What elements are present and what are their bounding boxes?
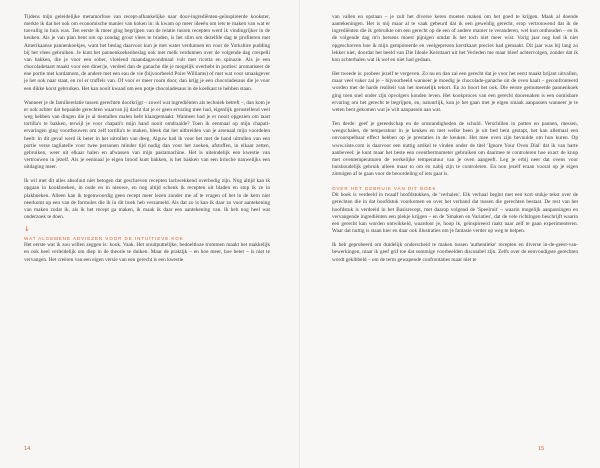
body-paragraph: Tijdens mijn geleidelijke metamorfose van recept-afhankelijke naar door-ingrediënten-geïnspireerde kookster, merkte ik dat het ook om economische manier van koken in: ik kwam op meer ideeën om iets te maken van wat er toevallig in huis was. Ten eerste ik meer ging begrijpen van de relatie tussen recepten werd ik vindingrijker in de keuken. Als je van plan bent om op zondag groot vlees te braden, is het slim om dezelfde dag te profiteren met Amerikaanse pannenkoekjes, want het beslag daarvoor kun je met water verdunnen en voor de Yorkshire pudding bij het vlees gebruiken. Je kunt het pannenkoekenbeslag ook met melk verdunnen over de volgende dag crespelli van bakken, die je voor een sober, vloeiend maandagavondmaal vult met ricotta en spinazie. Als je een chocoladetaart maakt voor een diner/je, verdeel dan de ganache die je mogelijk overhebt in porties: aromatiseer de ene portie met kardamom, de andere met een eau de vie (bijvoorbeeld Poire Williams) of met wat voor smaakgever je het ook naar staat, en rol er truffels van. Of voor er meer room door, dan krijg je een chocoladesaus die je voor een dikke korst gebruiken. Het kan nooit kwaad om een potje chocoladesaus in de koelkast te hebben staan. [24, 14, 270, 92]
right-page [300, 0, 600, 468]
body-paragraph: Wanneer je de familierelatie tussen gerechten doorkrijgt – zowel wat ingrediënten als techniek betreft –, dan kom je er ook achter dat bepaalde gerechten waarvan jij dacht dat je er geen ervaring mee had, eigenlijk gerustellend veel weg hebben van dingen die je al tientallen malen hebt klaargemaakt. Wanneer had je er nooit opgezien om taart tortilla's te bakken, terwijl je voor chapati's mijn hand nooit omdraaide? Toen ik eenmaal op mijn chapati-ervaringen ging voortbouwen om zelf tortilla's te maken, bleek dat het uitbreiden van je arsenaal mijn voordelen heelt: in dit geval werd ik beter in het uitrollen van deeg. Alguw had ik voor het met de hand uitrollen van een portie verse tagliatelle voor twee personen minder tijd nodig dan voor het zoeken, afstoffen, in elkaar zetten, gebruiken, weer uit elkaar halen en afwassen van mijn pastamachine. Het is uiteindelijk een kwestie van vertrouwen in jezelf. Als je eenmaal je eigen brood kunt bakken, is het bakken van een brioche nauwelijks een uitdaging meer. [24, 99, 270, 171]
body-paragraph: Ten derde: geef je gereedschap en de omstandigheden de schuld. Verschillen in potten en pannen, messen, weegschalen, de temperatuur in je keuken en met welke been je uit bed bent gestapt, het kan allemaal een onvoorspelbaar effect hebben op je prestaties in de keuken. Het mee oven zijn bevuulde om hun kuren. Op www.siste.com is daarvoor een nuttig artikel te vinden onder de titel 'Ignore Your Oven Dial' dat ik van harte aanbeveel: je kunt maar het beste een oventhermometer gebruiken om daarmee te controleren hoe exact de knop met oventemperaturen de werkelijke temperatuur van je oven aangeeft. Leg je erbij neer dat ovens voor huishoudelijk gebruik alleen maar to om en nabij zijn te controleren. En non jezelf eraan vooral op je eigen zintuigen af te gaan voor de beoordeling of iets gaar is. [332, 121, 578, 178]
right-page-column [332, 14, 578, 264]
body-paragraph: Ik heb geprobeerd om duidelijk onderscheid te maken tussen 'authentieke' recepten en diverse in-de-geest-van-bewerkingen, maar ik geef grif toe dat sommige voorbeelden discutabel zijn. Zelfs over de eenvoudigste gerechten wordt gekibbeld – om de term gewapende confrontaties maar niet te [332, 242, 578, 263]
section-heading: WAT ALGEMENE ADVIEZEN VOOR DE INTUÏTIEVE KOK [24, 236, 184, 242]
down-arrow-icon: ↓ [24, 225, 30, 234]
section-heading: OVER HET GEBRUIK VAN DIT BOEK [332, 186, 437, 192]
left-page-column [24, 14, 270, 264]
body-paragraph: Dit boek is verdeeld in twaalf hoofdstukken, de 'verhalen'. Elk verhaal begint met een kort stukje tekst over de gerechten die in dat hoofdstuk voorkomen en over het verband dat tussen die gerechten bestaat. De rest van het hoofdstuk is verdeeld in het Basisrecept, met daarop volgend de 'Speelruit' – waarin mogelijk aanpassingen en vervangende ingrediënten een plekje krijgen – en de 'Smaken en Variaties', dat de vele richtingen beschrijft waarin een gerecht kan worden ontwikkeld, waardoor je, hoop ik, geïnspireerd raakt naar zelf te gaan experimenteren. Waar dat nuttig is staan hier en daar ook illustraties om je fantasie verder op weg te helpen. [332, 192, 578, 235]
body-paragraph: Het tweede is: probeer jezelf te vergeven. Zo nu en dan zal een gerecht dat je voor het eerst maakt brijant uitvallen, maar veel vaker zal je – bijvoorbeeld wanneer je moedig je chocolade-ganache uit de oven haalt – geconfronteerd worden met de harde realiteit van het menselijk tekort. En zo hoort het ook. Die eerste gemutseerde pannenkoek ging toen snel onder zijn opvolgers konden leven. Het kookproces van een gerecht doorenaken is een oomisbare ervaring om het gerecht te begrijpen, en, natuurlijk, kun je het gaan met je eigen smaak aanpassen wanneer je te weten bent gekomen wat je wilt aanpassen aan wat. [332, 71, 578, 113]
body-paragraph: Het eerste wat ik zou willen zeggen is: kook. Vaak. Het onuitputtelijke, bedoeltloze trommen maakt het makkelijk en ook heel verleidelijk om diep in de theorie te duiken. Maar de praktijk – en hoe meer, hoe beter – is niet te vervangen. Het creëren van een eigen versie van een gerecht is een kwestie [24, 242, 270, 263]
body-paragraph: Ik wil met dit alles absoluut niet betogen dat geschreven recepten lachwekkend overbodig zijn. Nog altijd kan ik opgaan in kookboeken, in oude en in nieuwe, en nog altijd schenk ik recepten uit bladen en stop ik ze in plakboeken. Alleen kan ik tegenwoordig geen recept meer lezen zonder me af te vragen of het in de kern niet neerkomt op een van de formules die ik in dit boek heb verzameld. Als dat zo is kan ik daar zo voor aantekening van maken zodat ik, als ik het recept ga maken, ik maak ik daar een aantekening van. Ik heb nog heel wat onderzoek te doen. [24, 178, 270, 221]
page-number: 14 [24, 446, 31, 452]
page-number: 15 [538, 446, 545, 452]
body-paragraph: van vallen en opstaan – je zult het diverse keren moeten maken om het goed te krijgen. Maak al doende aantekeningen. Het is mij maar al te vaak gebeurd dat ik een geweldig gerecht, erop vertrouwend dat ik de ingrediënten die ik gebruikte om een gerecht op de een of andere manier te veranderen, wel kon onthouden – en ik de volgende dag m'n hersens moest pijnigen omdat ik het toch niet meer wist. Vorig jaar nog had ik niet opgeschreven hoe ik mijn gemporeerde en veelgeprezen kerstkaart precies had gemaakt. Dit jaar was bij lang zo lekker niet, doordat het beeld van Die Ideale Kersttaart uit het Verleden me maar bleef achtervolgen, zonder dat ik kon achterhalen wat ik wel en niet had gedaan. [332, 14, 578, 63]
